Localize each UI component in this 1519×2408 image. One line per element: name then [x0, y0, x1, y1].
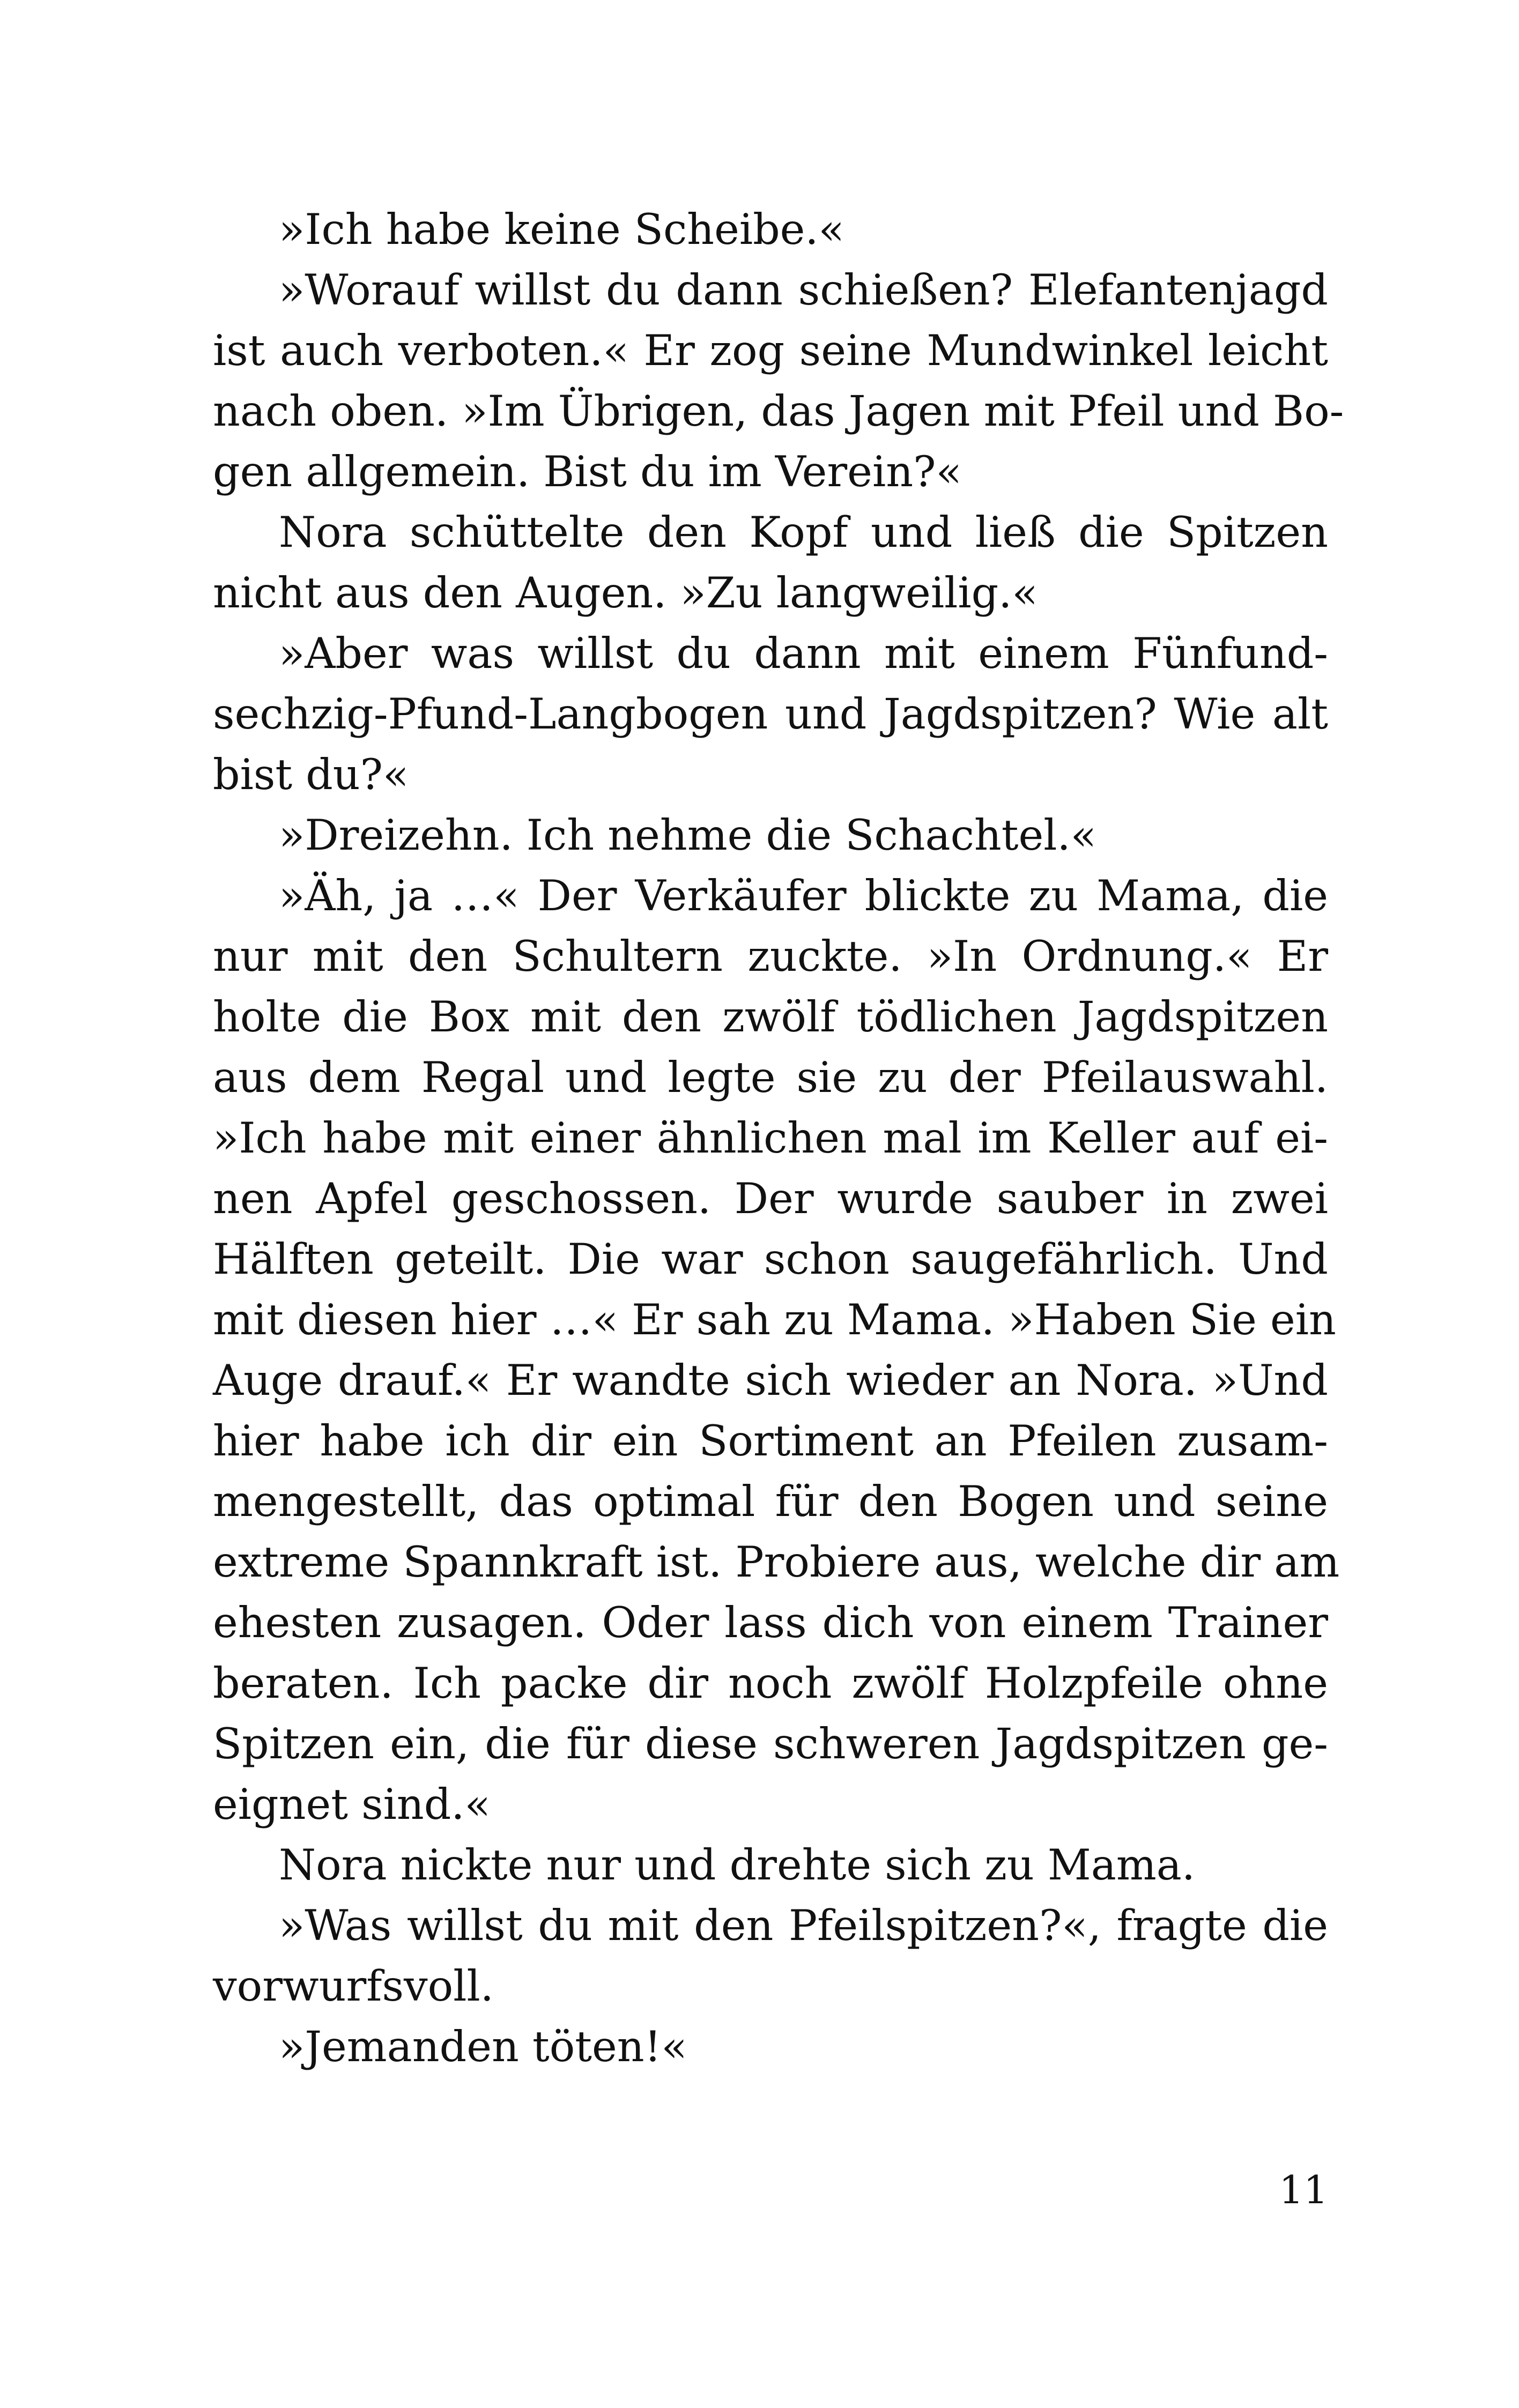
- text-line: Hälften geteilt. Die war schon saugefährlich. Und: [213, 1235, 1328, 1284]
- text-line: »Worauf willst du dann schießen? Elefantenjagd: [279, 265, 1328, 315]
- text-line: nur mit den Schultern zuckte. »In Ordnung.« Er: [213, 932, 1328, 981]
- text-line: eignet sind.«: [213, 1780, 491, 1829]
- text-line: Auge drauf.« Er wandte sich wieder an Nora. »Und: [213, 1356, 1328, 1405]
- text-line: mengestellt, das optimal für den Bogen und seine: [213, 1477, 1328, 1526]
- text-line: »Jemanden töten!«: [279, 2022, 687, 2071]
- text-line: »Dreizehn. Ich nehme die Schachtel.«: [279, 811, 1096, 860]
- text-line: beraten. Ich packe dir noch zwölf Holzpfeile ohne: [213, 1659, 1328, 1708]
- text-line: Nora schüttelte den Kopf und ließ die Spitzen: [279, 508, 1328, 557]
- text-line: bist du?«: [213, 750, 409, 799]
- text-line: gen allgemein. Bist du im Verein?«: [213, 447, 962, 496]
- text-line: holte die Box mit den zwölf tödlichen Jagdspitzen: [213, 992, 1328, 1042]
- text-line: »Was willst du mit den Pfeilspitzen?«, fragte die: [279, 1901, 1328, 1950]
- text-line: »Äh, ja …« Der Verkäufer blickte zu Mama, die: [279, 871, 1328, 920]
- text-line: mit diesen hier …« Er sah zu Mama. »Haben Sie ein: [213, 1295, 1336, 1344]
- text-line: »Ich habe mit einer ähnlichen mal im Keller auf ei-: [213, 1113, 1328, 1163]
- text-line: Spitzen ein, die für diese schweren Jagdspitzen ge-: [213, 1719, 1328, 1768]
- text-line: »Ich habe keine Scheibe.«: [279, 205, 844, 254]
- text-line: nen Apfel geschossen. Der wurde sauber in zwei: [213, 1174, 1328, 1223]
- text-line: aus dem Regal und legte sie zu der Pfeilauswahl.: [213, 1053, 1328, 1102]
- text-line: ehesten zusagen. Oder lass dich von einem Trainer: [213, 1598, 1328, 1647]
- text-line: nicht aus den Augen. »Zu langweilig.«: [213, 568, 1038, 618]
- text-line: hier habe ich dir ein Sortiment an Pfeilen zusam-: [213, 1416, 1328, 1466]
- text-line: sechzig-Pfund-Langbogen und Jagdspitzen? Wie alt: [213, 689, 1328, 739]
- text-line: Nora nickte nur und drehte sich zu Mama.: [279, 1840, 1195, 1890]
- text-line: vorwurfsvoll.: [213, 1961, 494, 2011]
- text-line: extreme Spannkraft ist. Probiere aus, welche dir am: [213, 1537, 1340, 1587]
- body-text: [213, 199, 1344, 2077]
- text-line: ist auch verboten.« Er zog seine Mundwinkel leicht: [213, 326, 1328, 375]
- text-line: »Aber was willst du dann mit einem Fünfund-: [279, 629, 1328, 678]
- page-number: 11: [1279, 2167, 1328, 2212]
- text-line: nach oben. »Im Übrigen, das Jagen mit Pfeil und Bo-: [213, 387, 1344, 436]
